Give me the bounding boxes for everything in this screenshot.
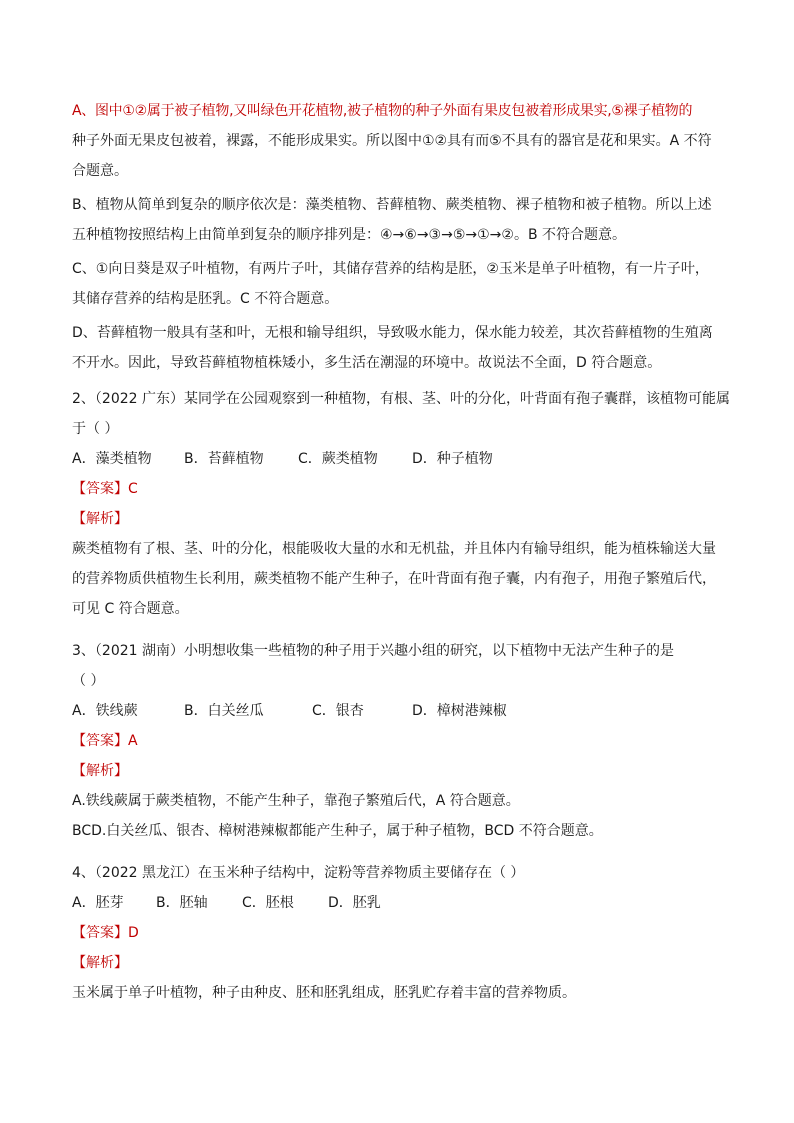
- q3-analysis-line2: BCD.白关丝瓜、银杏、樟树港辣椒都能产生种子，属于种子植物，BCD 不符合题意。: [72, 823, 603, 839]
- q1-analysis: [72, 96, 728, 378]
- q2-option-c: C．蕨类植物: [298, 451, 378, 467]
- q3-options: [72, 696, 728, 726]
- q4-stem-line1: 4、（2022 黑龙江）在玉米种子结构中，淀粉等营养物质主要储存在（ ）: [72, 865, 525, 881]
- q2-answer-value: C: [128, 481, 138, 497]
- q2-option-d: D．种子植物: [412, 451, 493, 467]
- q2-options: [72, 444, 728, 474]
- q1-analysis-c-line2: 其储存营养的结构是胚乳。C 不符合题意。: [72, 291, 339, 307]
- q1-analysis-a-line2: 种子外面无果皮包被着，裸露，不能形成果实。所以图中①②具有而⑤不具有的器官是花和果实。A 不符: [72, 133, 712, 149]
- q2-stem-line1: 2、（2022 广东）某同学在公园观察到一种植物，有根、茎、叶的分化，叶背面有孢子囊群，该植物可能属: [72, 391, 730, 407]
- q4-option-b: B．胚轴: [156, 895, 208, 911]
- q1-analysis-d-line2: 不开水。因此，导致苔藓植物植株矮小，多生活在潮湿的环境中。故说法不全面，D 符合题意。: [72, 355, 662, 371]
- q3-analysis-label: 【解析】: [72, 763, 128, 779]
- q3-option-c: C．银杏: [312, 703, 364, 719]
- q2-answer-label: 【答案】: [72, 481, 128, 497]
- question-2: [72, 384, 728, 624]
- q3-option-a: A．铁线蕨: [72, 703, 138, 719]
- q3-analysis-line1: A.铁线蕨属于蕨类植物，不能产生种子，靠孢子繁殖后代，A 符合题意。: [72, 793, 520, 809]
- q3-option-d: D．樟树港辣椒: [412, 703, 507, 719]
- q3-stem-line1: 3、（2021 湖南）小明想收集一些植物的种子用于兴趣小组的研究，以下植物中无法产生种子的是: [72, 643, 674, 659]
- q2-analysis-label: 【解析】: [72, 511, 128, 527]
- q2-answer: [72, 474, 728, 504]
- q3-answer-value: A: [128, 733, 138, 749]
- q4-option-d: D．胚乳: [328, 895, 381, 911]
- q4-answer: [72, 918, 728, 948]
- question-4: [72, 858, 728, 1008]
- q3-answer-label: 【答案】: [72, 733, 128, 749]
- q1-analysis-b-line1: B、植物从简单到复杂的顺序依次是：藻类植物、苔藓植物、蕨类植物、裸子植物和被子植物。所以上述: [72, 197, 712, 213]
- q1-analysis-d-line1: D、苔藓植物一般具有茎和叶，无根和输导组织，导致吸水能力，保水能力较差，其次苔藓植物的生殖离: [72, 325, 713, 341]
- q3-option-b: B．白关丝瓜: [184, 703, 264, 719]
- q2-analysis-line1: 蕨类植物有了根、茎、叶的分化，根能吸收大量的水和无机盐，并且体内有输导组织，能为植株输送大量: [72, 541, 716, 557]
- q4-analysis-line1: 玉米属于单子叶植物，种子由种皮、胚和胚乳组成，胚乳贮存着丰富的营养物质。: [72, 985, 576, 1001]
- q4-answer-label: 【答案】: [72, 925, 128, 941]
- q3-stem-line2: （ ）: [72, 673, 105, 689]
- q4-options: [72, 888, 728, 918]
- q4-answer-value: D: [128, 925, 139, 941]
- q2-analysis-line3: 可见 C 符合题意。: [72, 601, 189, 617]
- q1-analysis-a-line1: A、图中①②属于被子植物,又叫绿色开花植物,被子植物的种子外面有果皮包被着形成果实,⑤裸子植物的: [72, 103, 693, 119]
- q1-analysis-a-line3: 合题意。: [72, 163, 128, 179]
- q1-analysis-c-line1: C、①向日葵是双子叶植物，有两片子叶，其储存营养的结构是胚，②玉米是单子叶植物，有一片子叶，: [72, 261, 709, 277]
- q3-answer: [72, 726, 728, 756]
- q4-option-c: C．胚根: [242, 895, 294, 911]
- q2-stem-line2: 于（ ）: [72, 421, 119, 437]
- q2-analysis-line2: 的营养物质供植物生长利用，蕨类植物不能产生种子，在叶背面有孢子囊，内有孢子，用孢子繁殖后代，: [72, 571, 716, 587]
- question-3: [72, 636, 728, 846]
- q4-analysis-label: 【解析】: [72, 955, 128, 971]
- q2-option-b: B．苔藓植物: [184, 451, 264, 467]
- q2-option-a: A．藻类植物: [72, 451, 152, 467]
- q1-analysis-b-line2: 五种植物按照结构上由简单到复杂的顺序排列是：④→⑥→③→⑤→①→②。B 不符合题意。: [72, 227, 627, 243]
- q4-option-a: A．胚芽: [72, 895, 124, 911]
